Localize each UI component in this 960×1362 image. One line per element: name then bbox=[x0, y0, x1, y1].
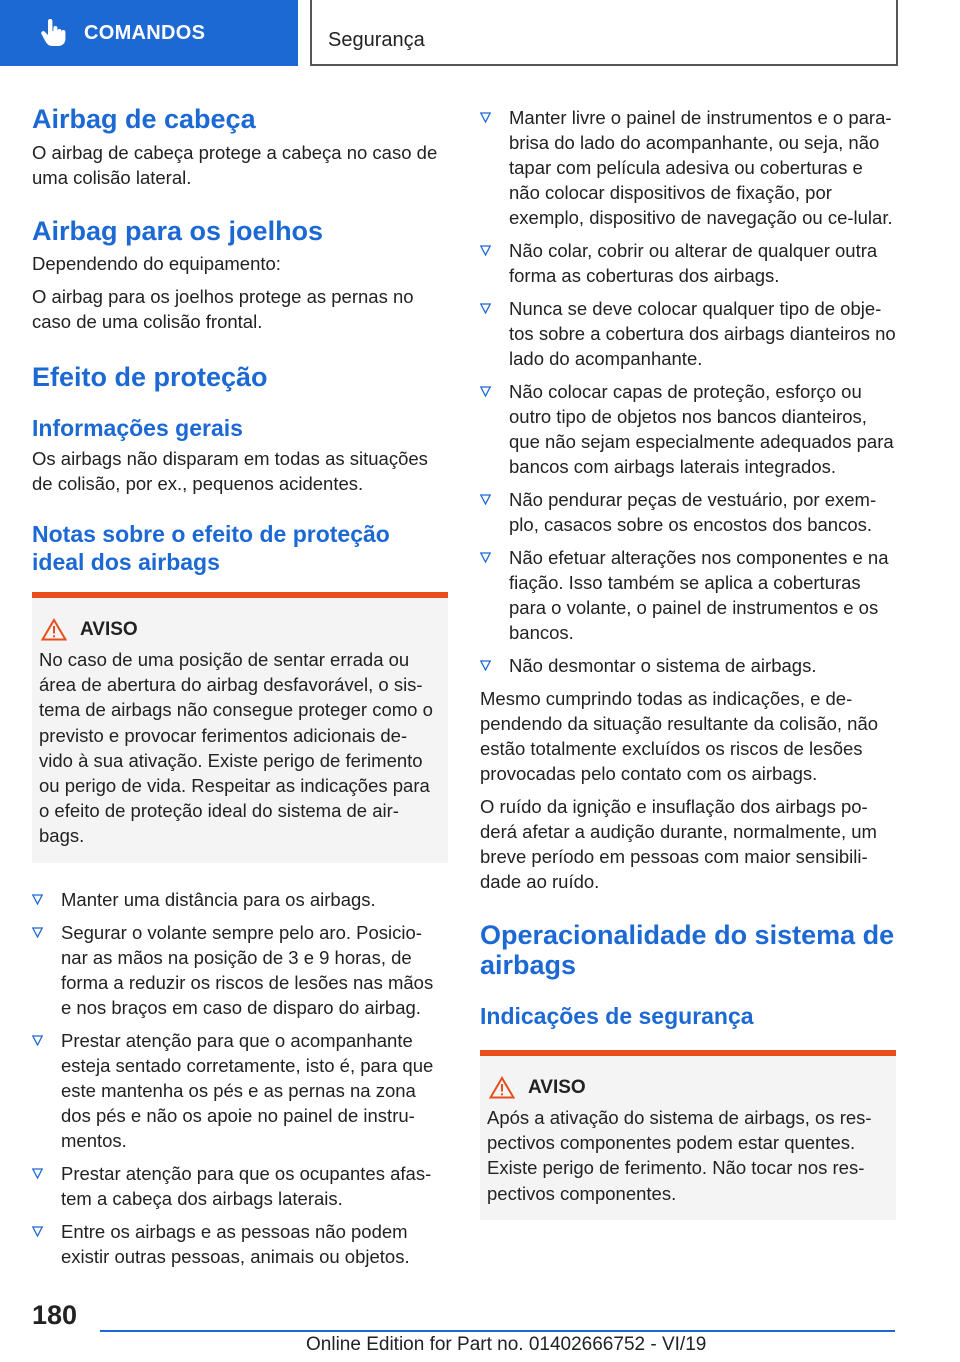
list-item: Não efetuar alterações nos componentes e na fiação. Isso também se aplica a coberturas para o volante, o painel de instrumentos e os bancos. bbox=[480, 545, 896, 645]
heading-indicacoes-seguranca: Indicações de segurança bbox=[480, 1003, 754, 1029]
warning-icon bbox=[41, 618, 67, 641]
triangle-bullet-icon bbox=[480, 112, 491, 123]
text-joelhos-2: O airbag para os joelhos protege as pernas no caso de uma colisão frontal. bbox=[32, 286, 414, 332]
triangle-bullet-icon bbox=[32, 894, 43, 905]
heading-operacionalidade: Operacionalidade do sistema de airbags bbox=[480, 920, 895, 980]
chapter-tab-label: COMANDOS bbox=[84, 21, 206, 44]
heading-informacoes-gerais: Informações gerais bbox=[32, 415, 243, 441]
triangle-bullet-icon bbox=[480, 386, 491, 397]
text-airbag-cabeca: O airbag de cabeça protege a cabeça no caso de uma colisão lateral. bbox=[32, 142, 438, 188]
warning-icon bbox=[489, 1076, 515, 1099]
triangle-bullet-icon bbox=[32, 1035, 43, 1046]
triangle-bullet-icon bbox=[480, 303, 491, 314]
list-item: Não colocar capas de proteção, esforço ou outro tipo de objetos nos bancos dianteiros, que não sejam especialmente adequados para bancos com airbags laterais integrados. bbox=[480, 379, 896, 479]
list-item: Prestar atenção para que os ocupantes afas-tem a cabeça dos airbags laterais. bbox=[32, 1161, 448, 1211]
list-item: Entre os airbags e as pessoas não podem existir outras pessoas, animais ou objetos. bbox=[32, 1219, 448, 1269]
text-informacoes-gerais: Os airbags não disparam em todas as situações de colisão, por ex., pequenos acidentes. bbox=[32, 448, 428, 494]
text-mesmo-cumprindo: Mesmo cumprindo todas as indicações, e de-pendendo da situação resultante da colisão, não estão totalmente excluídos os riscos de lesões provocadas pelo contato com os airbags. bbox=[480, 688, 879, 784]
triangle-bullet-icon bbox=[480, 552, 491, 563]
list-item: Manter livre o painel de instrumentos e o para-brisa do lado do acompanhante, ou seja, não tapar com película adesiva ou coberturas e não colocar dispositivos de fixação, por exemplo, dispositivo de navegação ou ce-lular. bbox=[480, 105, 896, 230]
triangle-bullet-icon bbox=[480, 245, 491, 256]
triangle-bullet-icon bbox=[32, 1168, 43, 1179]
warning-title: AVISO bbox=[528, 1076, 586, 1098]
warning-box-left bbox=[32, 592, 448, 863]
footer-divider bbox=[100, 1330, 895, 1332]
list-item: Segurar o volante sempre pelo aro. Posicio-nar as mãos na posição de 3 e 9 horas, de forma a reduzir os riscos de lesões nas mãos e nos braços em caso de disparo do airbag. bbox=[32, 920, 448, 1020]
triangle-bullet-icon bbox=[480, 660, 491, 671]
hand-pointer-icon bbox=[40, 19, 66, 47]
left-column bbox=[32, 100, 448, 1277]
bullet-list-left bbox=[32, 887, 448, 1269]
list-item: Manter uma distância para os airbags. bbox=[32, 887, 448, 912]
list-item: Não colar, cobrir ou alterar de qualquer outra forma as coberturas dos airbags. bbox=[480, 238, 896, 288]
heading-airbag-cabeca: Airbag de cabeça bbox=[32, 104, 256, 134]
text-joelhos-1: Dependendo do equipamento: bbox=[32, 253, 281, 274]
warning-title: AVISO bbox=[80, 618, 138, 640]
heading-notas: Notas sobre o efeito de proteção ideal dos airbags bbox=[32, 521, 390, 575]
chapter-tab bbox=[0, 0, 298, 66]
list-item: Nunca se deve colocar qualquer tipo de obje-tos sobre a cobertura dos airbags dianteiros no lado do acompanhante. bbox=[480, 296, 896, 371]
heading-airbag-joelhos: Airbag para os joelhos bbox=[32, 216, 324, 246]
page-number: 180 bbox=[32, 1300, 78, 1330]
section-header bbox=[310, 0, 898, 66]
warning-text: Após a ativação do sistema de airbags, os res-pectivos componentes podem estar quentes. Existe perigo de ferimento. Não tocar nos res-pectivos componentes. bbox=[487, 1107, 872, 1204]
list-item: Prestar atenção para que o acompanhante esteja sentado corretamente, isto é, para que este mantenha os pés e as pernas na zona dos pés e não os apoie no painel de instru-mentos. bbox=[32, 1028, 448, 1153]
triangle-bullet-icon bbox=[480, 494, 491, 505]
right-column bbox=[480, 100, 896, 1220]
list-item: Não desmontar o sistema de airbags. bbox=[480, 653, 896, 678]
triangle-bullet-icon bbox=[32, 927, 43, 938]
footer-edition: Online Edition for Part no. 01402666752 - VI/19 bbox=[306, 1334, 707, 1355]
section-title: Segurança bbox=[328, 29, 425, 51]
heading-efeito-protecao: Efeito de proteção bbox=[32, 362, 268, 392]
list-item: Não pendurar peças de vestuário, por exem-plo, casacos sobre os encostos dos bancos. bbox=[480, 487, 896, 537]
warning-text: No caso de uma posição de sentar errada ou área de abertura do airbag desfavorável, o sis-tema de airbags não consegue proteger como o previsto e provocar ferimentos adicionais de-vido à sua ativação. Existe perigo de ferimento ou perigo de vida. Respeitar as indicações para o efeito de proteção ideal do sistema de air-bags. bbox=[39, 649, 433, 847]
text-ruido: O ruído da ignição e insuflação dos airbags po-derá afetar a audição durante, normalmente, um breve período em pessoas com maior sensibili-dade ao ruído. bbox=[480, 796, 877, 892]
triangle-bullet-icon bbox=[32, 1226, 43, 1237]
warning-box-right bbox=[480, 1050, 896, 1220]
bullet-list-right bbox=[480, 105, 896, 678]
